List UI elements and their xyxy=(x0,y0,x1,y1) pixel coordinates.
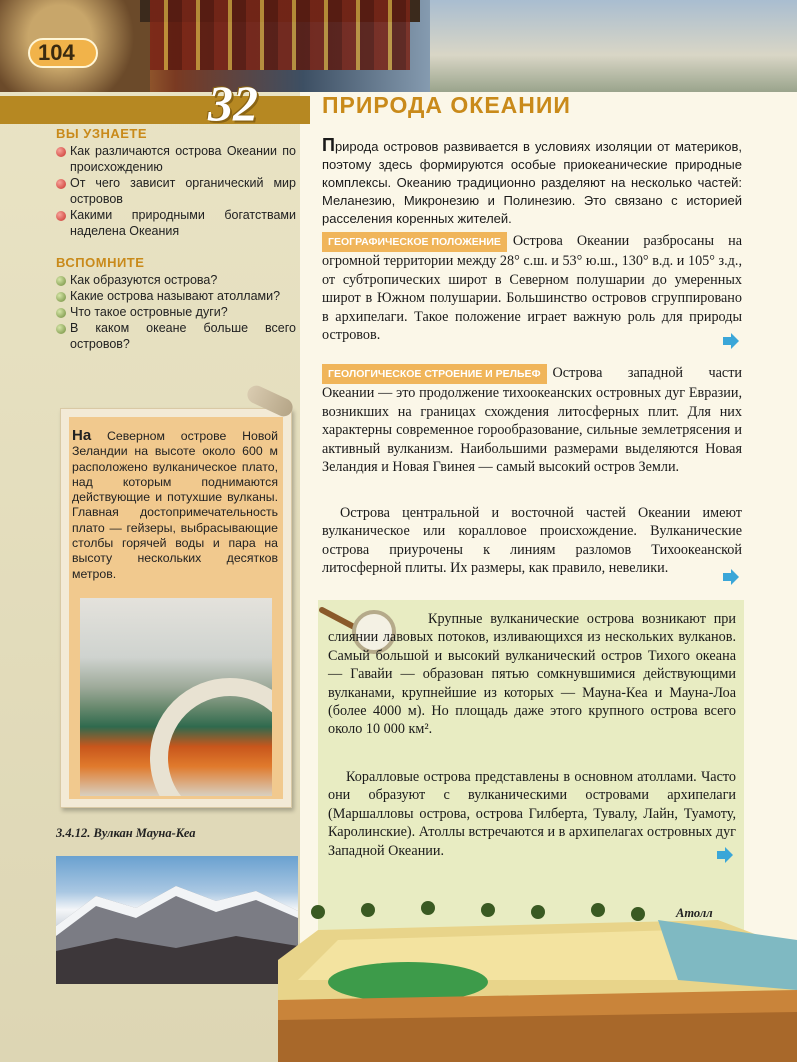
list-item: Как образуются острова? xyxy=(56,272,296,288)
geo-position-paragraph xyxy=(322,232,742,344)
list-item: От чего зависит органический мир островов xyxy=(56,175,296,207)
list-item: Что такое островные дуги? xyxy=(56,304,296,320)
intro-body: рирода островов развивается в условиях изоляции от материков, поэтому здесь формируются особые приокеанические природные комплексы. Океанию традиционно разделяют на несколько частей: Меланезию, Микронезию и Полинезию. Это связано с историей расселения коренных жителей. xyxy=(322,139,742,226)
learn-list xyxy=(56,143,296,239)
header-photo-strip xyxy=(0,0,797,92)
learn-heading: ВЫ УЗНАЕТЕ xyxy=(56,126,148,141)
atoll-illustration xyxy=(278,900,797,1062)
info-box-paragraph-2 xyxy=(328,768,736,860)
bullet-icon xyxy=(56,308,66,318)
list-item: Какие острова называют атоллами? xyxy=(56,288,296,304)
bullet-icon xyxy=(56,211,66,221)
geology-paragraph xyxy=(322,364,742,476)
info-box-paragraph-1 xyxy=(328,610,736,739)
geyser-photo xyxy=(80,598,272,796)
geology-body: Острова западной части Океании — это продолжение тихоокеанских островных дуг Евразии, возникших на границах схождения литосферных плит. Для них характерны современное горообразование, сильные землетрясения и активный вулканизм. Наибольшими размерами выделяются Новая Зеландия и Новая Гвинея — самый высокий остров Земли. xyxy=(322,365,742,476)
page-number: 104 xyxy=(38,40,75,65)
chapter-bar xyxy=(0,96,310,124)
chapter-number: 32 xyxy=(208,75,258,131)
bullet-icon xyxy=(56,147,66,157)
note-dropcap: На xyxy=(72,427,92,444)
geology-tag: ГЕОЛОГИЧЕСКОЕ СТРОЕНИЕ И РЕЛЬЕФ xyxy=(322,364,547,384)
figure-caption: 3.4.12. Вулкан Мауна-Кеа xyxy=(56,826,196,840)
objectives-box xyxy=(56,126,296,376)
recall-list xyxy=(56,272,296,352)
atoll-label: Атолл xyxy=(676,906,713,920)
temple-photo xyxy=(150,0,410,70)
bullet-icon xyxy=(56,179,66,189)
geo-position-body: Острова Океании разбросаны на огромной территории между 28° с.ш. и 53° ю.ш., 130° в.д. и 105° з.д., от субтропических широт в Северном полушарии до умеренных широт в Южном полушарии. Большинство островов сгруппировано в архипелаги. Такое положение играет важную роль для природы островов. xyxy=(322,233,742,344)
mountain-illustration xyxy=(56,856,298,984)
intro-dropcap: П xyxy=(322,135,335,155)
arrow-right-icon[interactable] xyxy=(722,568,740,586)
landscape-photo xyxy=(430,0,797,92)
recall-heading: ВСПОМНИТЕ xyxy=(56,255,145,270)
geology-body-2: Острова центральной и восточной частей Океании имеют вулканическое или коралловое происхождение. Вулканические острова приурочены к линиям разломов Тихоокеанской литосферной плиты. Их размеры, как правило, невелики. xyxy=(322,505,742,577)
list-item: В каком океане больше всего островов? xyxy=(56,320,296,352)
bullet-icon xyxy=(56,276,66,286)
volcano-photo xyxy=(56,856,298,984)
arrow-right-icon[interactable] xyxy=(722,332,740,350)
list-item: Как различаются острова Океании по происхождению xyxy=(56,143,296,175)
geo-position-tag: ГЕОГРАФИЧЕСКОЕ ПОЛОЖЕНИЕ xyxy=(322,232,507,252)
note-text xyxy=(72,428,278,582)
note-body: Северном острове Новой Зеландии на высоте около 600 м расположено вулканическое плато, над которым поднимаются действующие и потухшие вулканы. Главная достопримечательность плато — гейзеры, выбрасывающие столбы горячей воды и пара на высоту нескольких десятков метров. xyxy=(72,429,278,581)
intro-paragraph xyxy=(322,136,742,228)
geology-paragraph-2 xyxy=(322,504,742,578)
info-box-text-2: Коралловые острова представлены в основном атоллами. Часто они образуют с вулканическими островами архипелаги (Маршалловы острова, острова Гилберта, Тувалу, Лайн, Туамоту, Каролинские). Атоллы встречаются и в архипелагах островных дуг Западной Океании. xyxy=(328,769,736,859)
info-box-text-1: Крупные вулканические острова возникают при слиянии лавовых потоков, изливающихся из нескольких вулканов. Самый большой и высокий вулканический остров Тихого океана — Гавайи — образован пятью сомкнувшимися действующими вулканами, крупнейшие из которых — Мауна-Кеа и Мауна-Лоа (более 4000 м). Но площадь даже этого крупного острова всего около 10 000 км². xyxy=(328,611,736,738)
bullet-icon xyxy=(56,292,66,302)
list-item: Какими природными богатствами наделена Океания xyxy=(56,207,296,239)
arrow-right-icon[interactable] xyxy=(716,846,734,864)
page-title: ПРИРОДА ОКЕАНИИ xyxy=(322,92,571,118)
bullet-icon xyxy=(56,324,66,334)
geyser-rim xyxy=(150,678,272,796)
